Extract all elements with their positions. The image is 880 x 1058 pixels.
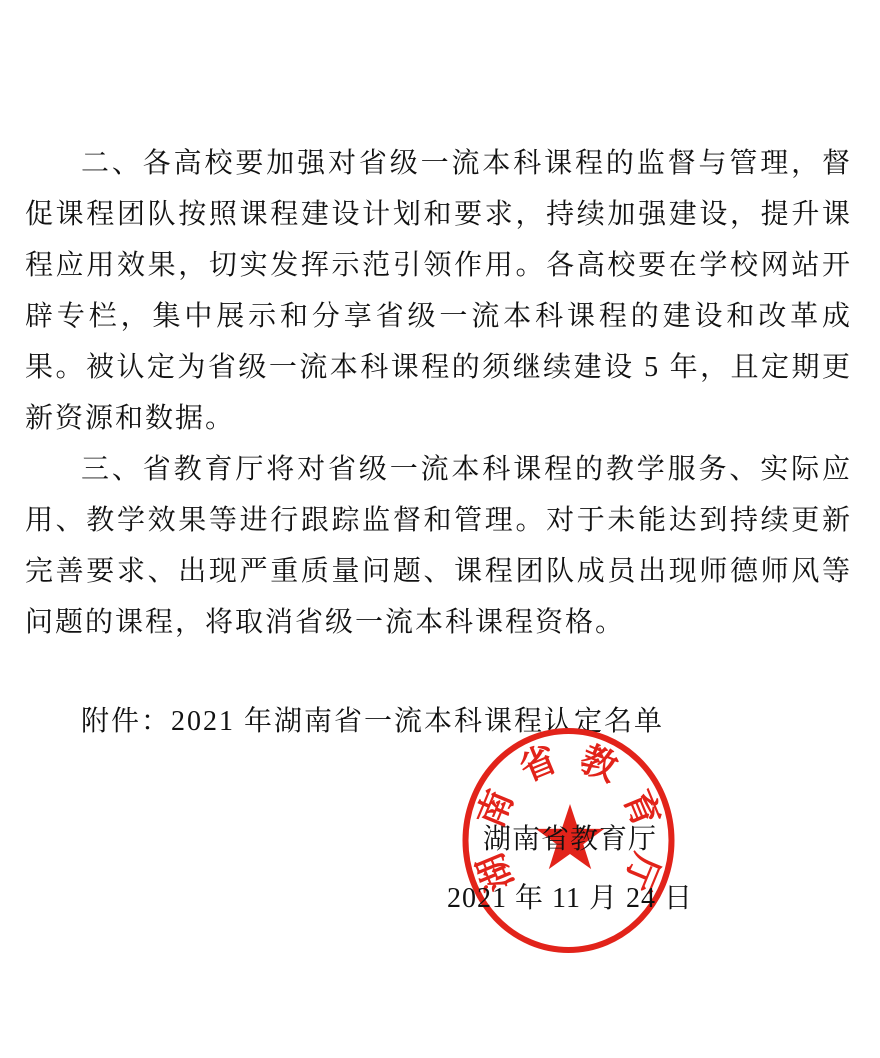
document-body	[25, 138, 852, 747]
paragraph-item-2: 二、各高校要加强对省级一流本科课程的监督与管理，督促课程团队按照课程建设计划和要求，持续加强建设，提升课程应用效果，切实发挥示范引领作用。各高校要在学校网站开辟专栏，集中展示和分享省级一流本科课程的建设和改革成果。被认定为省级一流本科课程的须继续建设 5 年，且定期更新资源和数据。	[25, 148, 852, 434]
seal-ring-char: 湖	[470, 848, 521, 897]
seal-ring-char: 省	[514, 738, 563, 790]
seal-ring-char: 厅	[616, 848, 667, 897]
signature-signer: 湖南省教育厅	[482, 824, 657, 855]
signature-date: 2021 年 11 月 24 日	[447, 883, 693, 914]
attachment-line: 附件：2021 年湖南省一流本科课程认定名单	[81, 706, 665, 737]
seal-ring-char: 育	[616, 784, 667, 833]
seal-ring-char: 教	[574, 738, 623, 790]
signature-block	[420, 817, 720, 916]
seal-ring-char: 南	[470, 784, 521, 833]
paragraph-item-3: 三、省教育厅将对省级一流本科课程的教学服务、实际应用、教学效果等进行跟踪监督和管理。对于未能达到持续更新完善要求、出现严重质量问题、课程团队成员出现师德师风等问题的课程，将取消省级一流本科课程资格。	[25, 454, 852, 638]
